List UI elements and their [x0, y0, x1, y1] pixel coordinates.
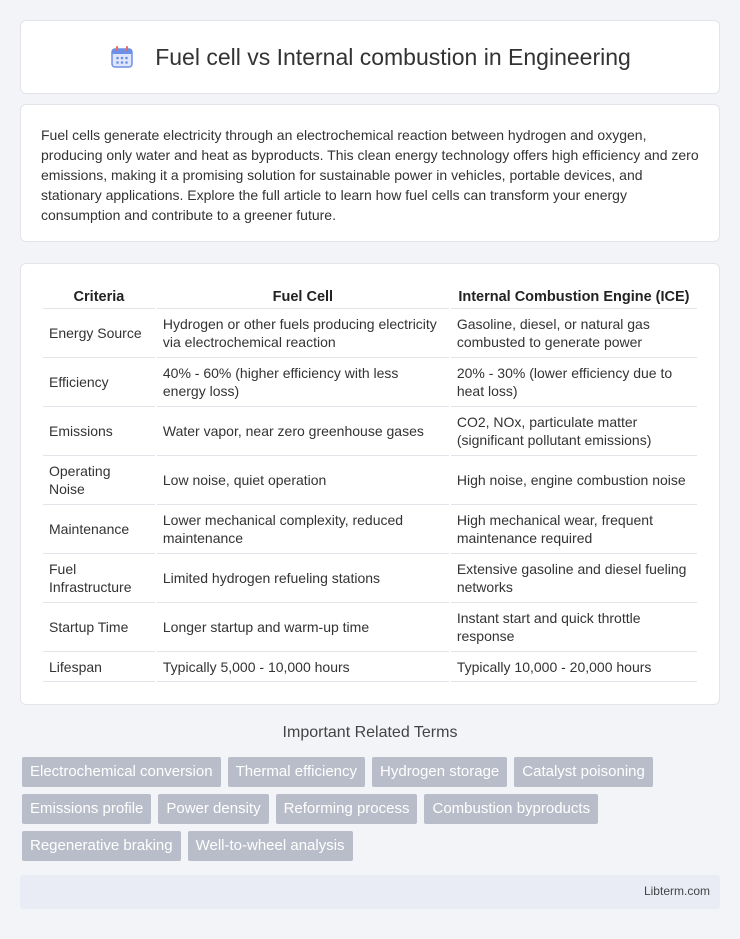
cell-ice: CO2, NOx, particulate matter (significant pollutant emissions) — [451, 407, 697, 456]
cell-fuel-cell: Water vapor, near zero greenhouse gases — [157, 407, 449, 456]
cell-criteria: Maintenance — [43, 505, 155, 554]
cell-criteria: Emissions — [43, 407, 155, 456]
title-card — [20, 20, 720, 94]
intro-text: Fuel cells generate electricity through an electrochemical reaction between hydrogen and oxygen, producing only water and heat as byproducts. This clean energy technology offers high efficiency and zero emissions, making it a promising solution for sustainable power in vehicles, portable devices, and stationary applications. Explore the full article to learn how fuel cells can transform your energy consumption and contribute to a greener future. — [41, 127, 699, 223]
table-row — [43, 554, 697, 603]
cell-criteria: Fuel Infrastructure — [43, 554, 155, 603]
cell-ice: High noise, engine combustion noise — [451, 456, 697, 505]
table-header-row — [43, 285, 697, 309]
tag-catalyst-poisoning[interactable]: Catalyst poisoning — [514, 757, 653, 787]
cell-criteria: Efficiency — [43, 358, 155, 407]
page-title: Fuel cell vs Internal combustion in Engineering — [155, 43, 631, 70]
tag-emissions-profile[interactable]: Emissions profile — [22, 794, 151, 824]
cell-ice: Instant start and quick throttle response — [451, 603, 697, 652]
cell-fuel-cell: Limited hydrogen refueling stations — [157, 554, 449, 603]
related-terms-title: Important Related Terms — [282, 724, 458, 741]
tag-electrochemical-conversion[interactable]: Electrochemical conversion — [22, 757, 221, 787]
table-row — [43, 407, 697, 456]
comparison-card — [20, 263, 720, 705]
cell-fuel-cell: Typically 5,000 - 10,000 hours — [157, 652, 449, 682]
table-row — [43, 309, 697, 358]
tag-power-density[interactable]: Power density — [158, 794, 268, 824]
table-row — [43, 456, 697, 505]
comparison-table — [41, 285, 699, 682]
footer — [20, 875, 720, 909]
tag-combustion-byproducts[interactable]: Combustion byproducts — [424, 794, 598, 824]
cell-criteria: Startup Time — [43, 603, 155, 652]
cell-ice: Typically 10,000 - 20,000 hours — [451, 652, 697, 682]
header-fuel-cell: Fuel Cell — [157, 285, 449, 309]
header-criteria: Criteria — [43, 285, 155, 309]
footer-site-link[interactable]: Libterm.com — [643, 884, 710, 898]
related-terms-list — [22, 757, 722, 861]
cell-criteria: Operating Noise — [43, 456, 155, 505]
cell-ice: Gasoline, diesel, or natural gas combusted to generate power — [451, 309, 697, 358]
table-row — [43, 603, 697, 652]
tag-hydrogen-storage[interactable]: Hydrogen storage — [372, 757, 507, 787]
cell-fuel-cell: Lower mechanical complexity, reduced maintenance — [157, 505, 449, 554]
tag-well-to-wheel-analysis[interactable]: Well-to-wheel analysis — [188, 831, 353, 861]
cell-ice: Extensive gasoline and diesel fueling networks — [451, 554, 697, 603]
cell-fuel-cell: Hydrogen or other fuels producing electricity via electrochemical reaction — [157, 309, 449, 358]
table-row — [43, 505, 697, 554]
intro-card — [20, 104, 720, 242]
calendar-icon — [109, 44, 135, 70]
cell-fuel-cell: Longer startup and warm-up time — [157, 603, 449, 652]
cell-fuel-cell: Low noise, quiet operation — [157, 456, 449, 505]
cell-ice: High mechanical wear, frequent maintenance required — [451, 505, 697, 554]
tag-thermal-efficiency[interactable]: Thermal efficiency — [228, 757, 365, 787]
header-ice: Internal Combustion Engine (ICE) — [451, 285, 697, 309]
tag-regenerative-braking[interactable]: Regenerative braking — [22, 831, 181, 861]
table-row — [43, 358, 697, 407]
table-row — [43, 652, 697, 682]
cell-fuel-cell: 40% - 60% (higher efficiency with less energy loss) — [157, 358, 449, 407]
cell-ice: 20% - 30% (lower efficiency due to heat loss) — [451, 358, 697, 407]
tag-reforming-process[interactable]: Reforming process — [276, 794, 418, 824]
cell-criteria: Lifespan — [43, 652, 155, 682]
cell-criteria: Energy Source — [43, 309, 155, 358]
